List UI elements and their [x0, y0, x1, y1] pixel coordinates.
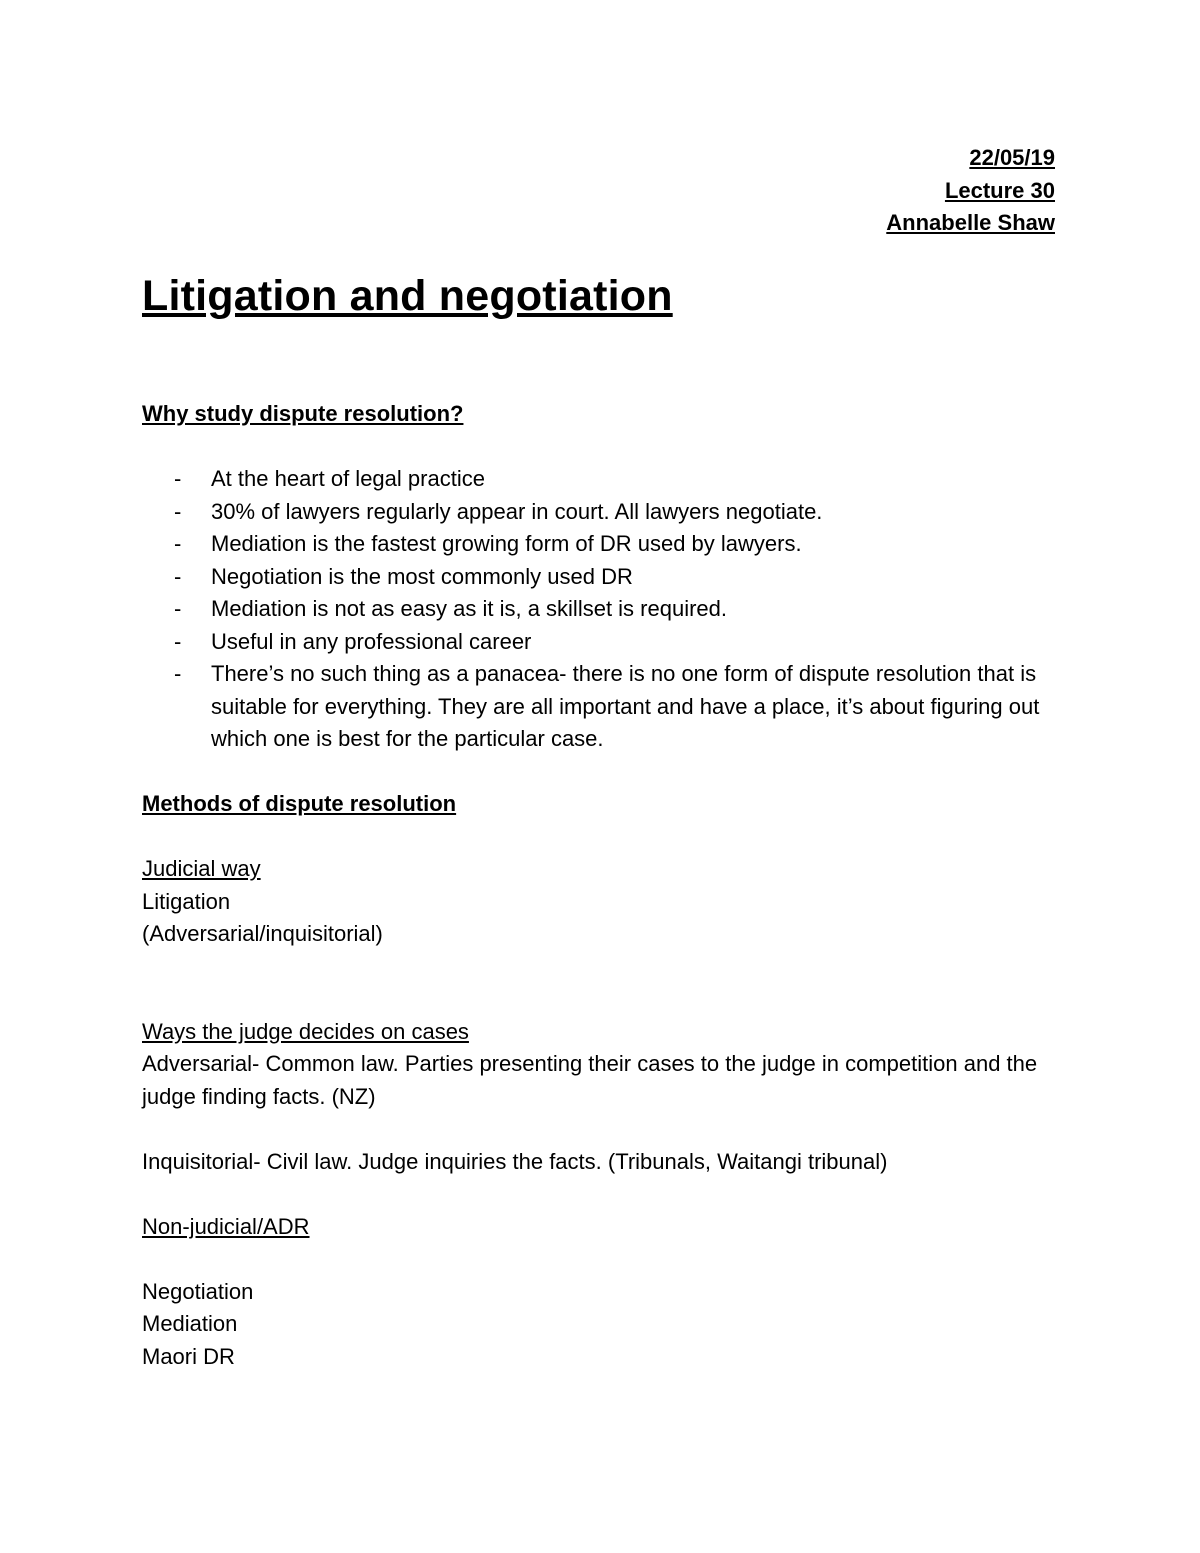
list-item: - Negotiation is the most commonly used DR	[142, 561, 1062, 594]
list-item: - There’s no such thing as a panacea- there is no one form of dispute resolution that is suitable for everything. They are all important and have a place, it’s about figuring out which one is best for the particular case.	[142, 658, 1062, 756]
text-line: Mediation	[142, 1311, 238, 1336]
text-line: Maori DR	[142, 1343, 235, 1369]
paragraph-inquisitorial: Inquisitorial- Civil law. Judge inquiries the facts. (Tribunals, Waitangi tribunal)	[142, 1148, 888, 1174]
list-item: - Mediation is not as easy as it is, a skillset is required.	[142, 593, 1062, 626]
list-item: - At the heart of legal practice	[142, 463, 1062, 496]
text-line: Litigation	[142, 888, 231, 914]
author-name: Annabelle Shaw	[886, 210, 1055, 235]
paragraph-adversarial: Adversarial- Common law. Parties presenting their cases to the judge in competition and the judge finding facts. (NZ)	[142, 1051, 1038, 1109]
list-item: - 30% of lawyers regularly appear in court. All lawyers negotiate.	[142, 496, 1062, 529]
section-heading-why-study: Why study dispute resolution?	[142, 401, 464, 426]
text-line: Negotiation	[142, 1278, 254, 1304]
section-heading-methods: Methods of dispute resolution	[142, 791, 457, 816]
why-study-list	[142, 463, 1062, 756]
subheading-non-judicial: Non-judicial/ADR	[142, 1213, 310, 1239]
text-line: (Adversarial/inquisitorial)	[142, 921, 383, 946]
list-item: - Mediation is the fastest growing form of DR used by lawyers.	[142, 528, 1062, 561]
page-title: Litigation and negotiation	[142, 272, 673, 320]
lecture-number: Lecture 30	[944, 177, 1055, 203]
document-header	[886, 142, 1055, 240]
subheading-ways-judge-decides: Ways the judge decides on cases	[142, 1018, 469, 1044]
date: 22/05/19	[969, 145, 1055, 170]
subheading-judicial-way: Judicial way	[142, 856, 261, 881]
document-body	[142, 398, 1062, 1373]
list-item: - Useful in any professional career	[142, 626, 1062, 659]
